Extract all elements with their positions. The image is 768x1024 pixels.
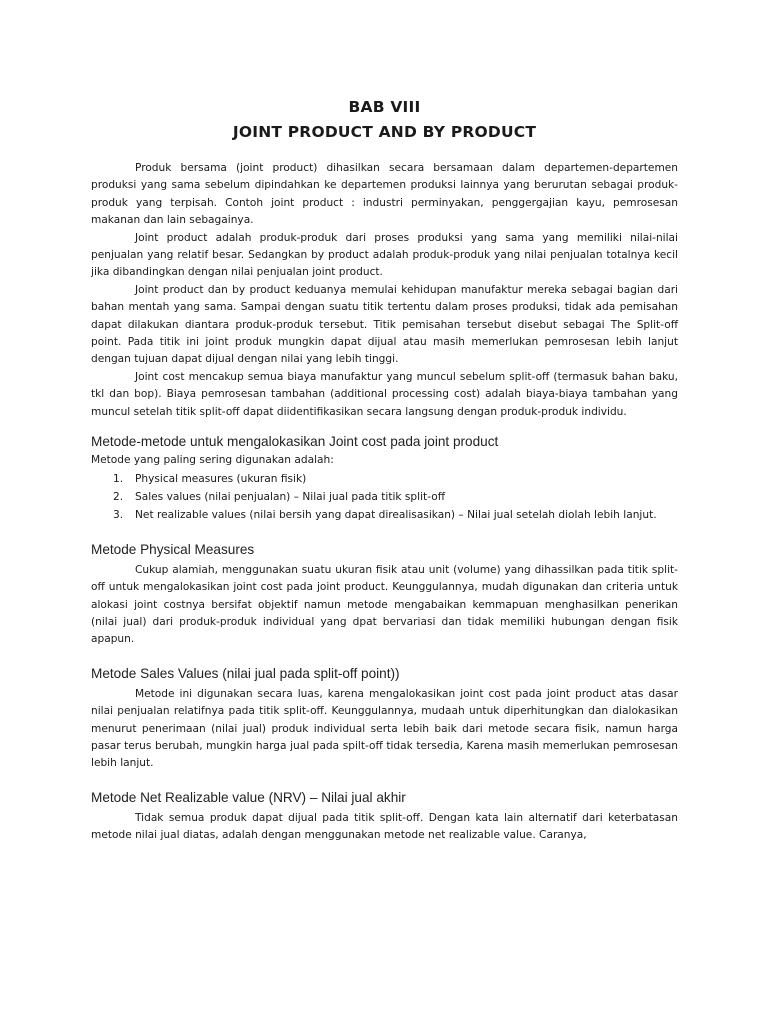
list-item: [91, 506, 678, 524]
title-block: [91, 95, 678, 145]
list-item-text: Net realizable values (nilai bersih yang dapat direalisasikan) – Nilai jual setelah diolah lebih lanjut.: [135, 509, 657, 522]
intro-section: [91, 160, 678, 421]
list-item-number: 1.: [113, 472, 124, 485]
list-item-text: Physical measures (ukuran fisik): [135, 472, 307, 485]
methods-list: [91, 470, 678, 525]
intro-paragraph: Joint cost mencakup semua biaya manufaktur yang muncul sebelum split-off (termasuk bahan baku, tkl dan bop). Biaya pemrosesan tambahan (additional processing cost) adalah biaya-biaya tambahan yang muncul setelah titik split-off dapat diidentifikasikan secara langsung dengan produk-produk individu.: [91, 370, 678, 418]
chapter-number: BAB VIII: [348, 98, 421, 116]
list-item-number: 3.: [113, 509, 124, 522]
nrv-paragraph: Tidak semua produk dapat dijual pada titik split-off. Dengan kata lain alternatif dari keterbatasan metode nilai jual diatas, adalah dengan menggunakan metode net realizable value. Caranya,: [91, 811, 678, 842]
methods-heading: Metode-metode untuk mengalokasikan Joint cost pada joint product: [91, 434, 499, 450]
list-item-text: Sales values (nilai penjualan) – Nilai jual pada titik split-off: [135, 490, 445, 503]
list-item-number: 2.: [113, 490, 124, 503]
nrv-section: [91, 788, 678, 845]
list-item: [91, 488, 678, 506]
physical-measures-section: [91, 540, 678, 649]
list-item: [91, 470, 678, 488]
intro-paragraph: Joint product adalah produk-produk dari proses produksi yang sama yang memiliki nilai-nilai penjualan yang relatif besar. Sedangkan by product adalah produk-produk yang nilai penjualan totalnya kecil jika dibandingkan dengan nilai penjualan joint product.: [91, 231, 678, 279]
sales-values-paragraph: Metode ini digunakan secara luas, karena mengalokasikan joint cost pada joint product atas dasar nilai penjualan relatifnya pada titik split-off. Keunggulannya, mudaah untuk diperhitungkan dan dialokasikan menurut penerimaan (nilai jual) produk individual serta lebih baik dari metode secara fisik, namun harga pasar terus berubah, mungkin harga jual pada spilt-off tidak tersedia, Karena masih memerlukan pemrosesan lebih lanjut.: [91, 687, 678, 770]
sales-values-heading: Metode Sales Values (nilai jual pada split-off point)): [91, 665, 400, 681]
sales-values-section: [91, 664, 678, 773]
intro-paragraph: Produk bersama (joint product) dihasilkan secara bersamaan dalam departemen-departemen produksi yang sama sebelum dipindahkan ke departemen produksi lainnya yang berurutan sebagai produk-produk yang terpisah. Contoh joint product : industri perminyakan, penggergajian kayu, pemrosesan makanan dan lain sebagainya.: [91, 162, 678, 227]
physical-measures-heading: Metode Physical Measures: [91, 541, 255, 557]
nrv-heading: Metode Net Realizable value (NRV) – Nilai jual akhir: [91, 789, 406, 805]
intro-paragraph: Joint product dan by product keduanya memulai kehidupan manufaktur mereka sebagai bagian dari bahan mentah yang sama. Sampai dengan suatu titik tertentu dalam proses produksi, tidak ada pemisahan dapat dilakukan diantara produk-produk tersebut. Titik pemisahan tersebut disebut sebagai The Split-off point. Pada titik ini joint produk mungkin dapat dijual atau masih memerlukan pemrosesan lebih lanjut dengan tujuan dapat dijual dengan nilai yang lebih tinggi.: [91, 283, 678, 366]
methods-section: [91, 432, 678, 525]
methods-intro: Metode yang paling sering digunakan adalah:: [91, 454, 334, 467]
document-page: [91, 95, 678, 845]
physical-measures-paragraph: Cukup alamiah, menggunakan suatu ukuran fisik atau unit (volume) yang dihassilkan pada titik split-off untuk mengalokasikan joint cost pada joint product. Keunggulannya, mudah digunakan dan criteria untuk alokasi joint costnya bersifat objektif namun metode mengabaikan kemmapuan menghasilkan penerikan (nilai jual) dari produk-produk individual yang dpat bervariasi dan tidak memiliki hubungan dengan fisik apapun.: [91, 563, 678, 646]
chapter-title: JOINT PRODUCT AND BY PRODUCT: [232, 123, 537, 141]
